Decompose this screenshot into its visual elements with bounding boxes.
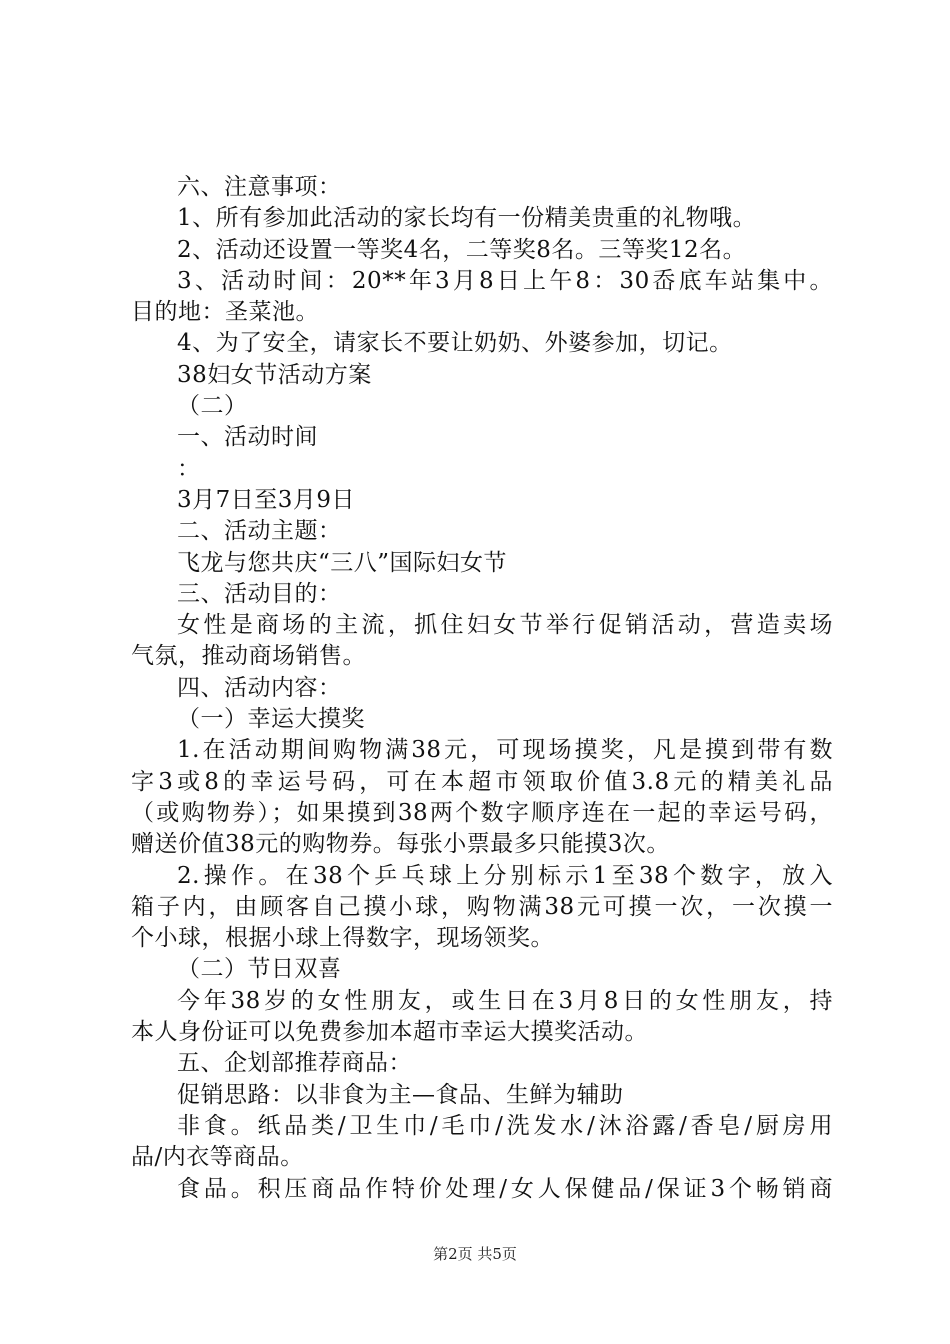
text-line: 二、活动主题： bbox=[177, 518, 342, 545]
text-line: 非食。纸品类/卫生巾/毛巾/洗发水/沐浴露/香皂/厨房用 bbox=[177, 1112, 833, 1139]
text-line: 今年38岁的女性朋友，或生日在3月8日的女性朋友，持 bbox=[177, 987, 833, 1014]
text-line: 2.操作。在38个乒乓球上分别标示1至38个数字，放入 bbox=[177, 862, 833, 889]
page-footer bbox=[0, 1244, 950, 1264]
text-line: 品/内衣等商品。 bbox=[131, 1144, 304, 1171]
text-line: 目的地：圣菜池。 bbox=[131, 299, 319, 326]
text-line: 飞龙与您共庆“三八”国际妇女节 bbox=[177, 549, 508, 576]
text-line: 3、活动时间：20**年3月8日上午8：30岙底车站集中。 bbox=[177, 267, 833, 294]
text-line: ： bbox=[177, 455, 201, 482]
text-line: 3月7日至3月9日 bbox=[177, 486, 356, 513]
text-line: 三、活动目的： bbox=[177, 580, 342, 607]
text-line: 字3或8的幸运号码，可在本超市领取价值3.8元的精美礼品 bbox=[131, 768, 833, 795]
text-line: 四、活动内容： bbox=[177, 674, 342, 701]
text-line: 本人身份证可以免费参加本超市幸运大摸奖活动。 bbox=[131, 1019, 648, 1046]
text-line: （一）幸运大摸奖 bbox=[177, 706, 365, 733]
text-line: 促销思路：以非食为主—食品、生鲜为辅助 bbox=[177, 1081, 624, 1108]
text-line: 1.在活动期间购物满38元，可现场摸奖，凡是摸到带有数 bbox=[177, 737, 833, 764]
text-line: （二）节日双喜 bbox=[177, 956, 342, 983]
text-line: （二） bbox=[177, 393, 248, 420]
text-line: 一、活动时间 bbox=[177, 424, 318, 451]
text-line: 个小球，根据小球上得数字，现场领奖。 bbox=[131, 925, 554, 952]
text-line: 六、注意事项： bbox=[177, 174, 342, 200]
text-line: 4、为了安全，请家长不要让奶奶、外婆参加，切记。 bbox=[177, 330, 733, 357]
text-line: 食品。积压商品作特价处理/女人保健品/保证3个畅销商 bbox=[177, 1175, 833, 1202]
page-number: 第2页 共5页 bbox=[433, 1245, 517, 1263]
text-line: 赠送价值38元的购物券。每张小票最多只能摸3次。 bbox=[131, 831, 670, 858]
text-line: （或购物券）；如果摸到38两个数字顺序连在一起的幸运号码， bbox=[131, 799, 833, 826]
text-line: 38妇女节活动方案 bbox=[177, 361, 372, 388]
document-body bbox=[131, 172, 833, 1205]
text-line: 1、所有参加此活动的家长均有一份精美贵重的礼物哦。 bbox=[177, 205, 757, 232]
text-line: 五、企划部推荐商品： bbox=[177, 1050, 412, 1077]
text-line: 箱子内，由顾客自己摸小球，购物满38元可摸一次，一次摸一 bbox=[131, 893, 833, 920]
text-line: 2、活动还设置一等奖4名，二等奖8名。三等奖12名。 bbox=[177, 236, 747, 263]
text-line: 女性是商场的主流，抓住妇女节举行促销活动，营造卖场 bbox=[177, 612, 833, 639]
text-line: 气氛，推动商场销售。 bbox=[131, 643, 366, 670]
